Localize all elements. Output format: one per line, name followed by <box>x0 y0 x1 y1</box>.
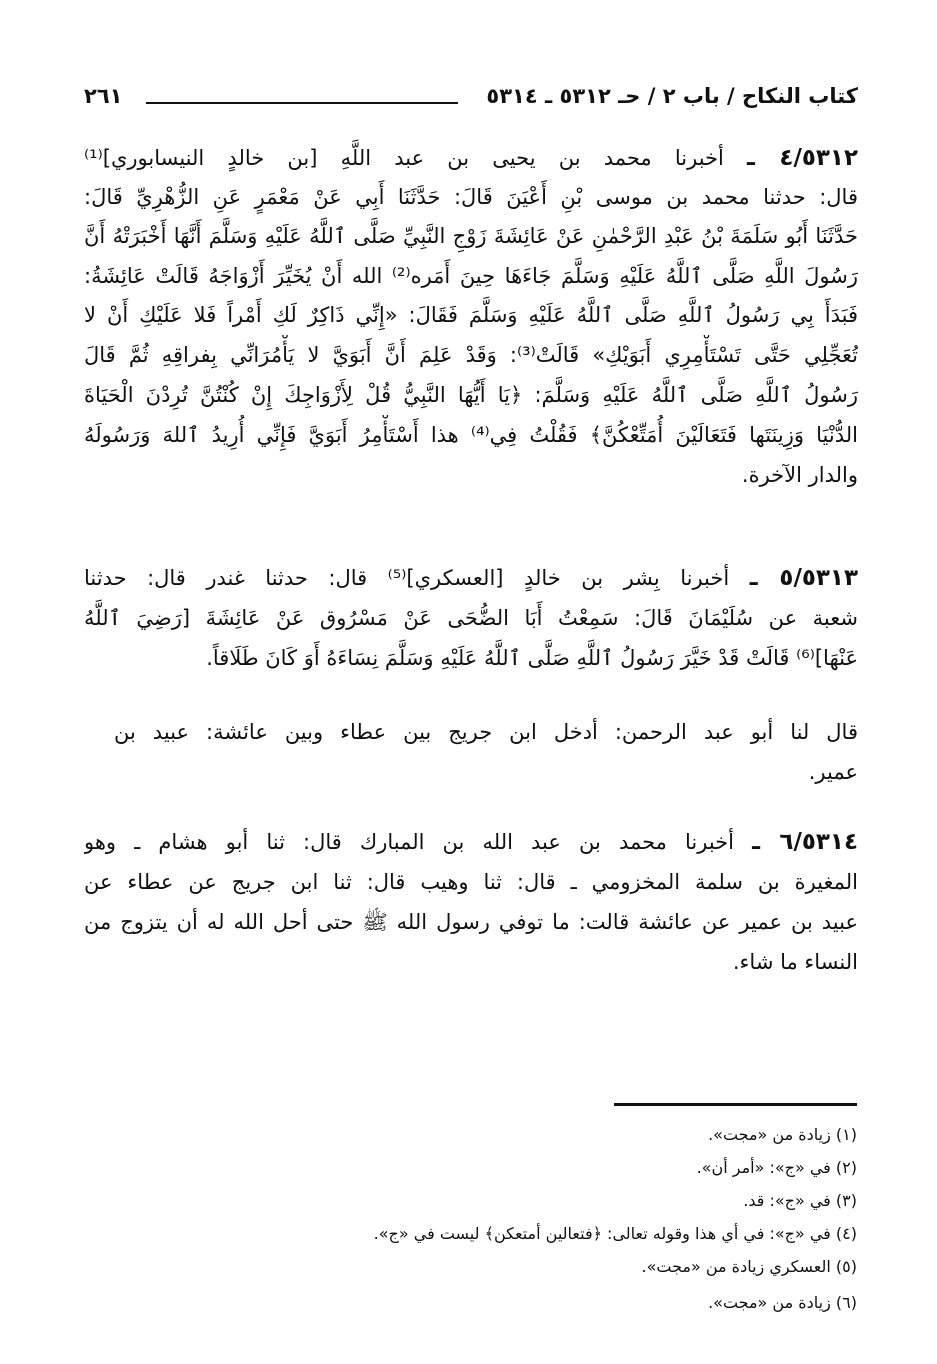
footnote: (٦) زيادة من «مجت». <box>708 1293 857 1312</box>
hadith-5312-line: حَدَّثَنَا أَبُو سَلَمَةَ بْنُ عَبْدِ الرَّحْمٰنِ عَنْ عَائِشَةَ زَوْجِ النَّبِيِّ صَلَّى ٱللَّهُ عَلَيْهِ وَسَلَّمَ أَنَّهَا أَخْبَرَتْهُ أَنَّ <box>84 224 858 248</box>
hadith-5313-line: عَنْهَا]⁽⁶⁾ قَالَتْ قَدْ خَيَّرَ رَسُولُ ٱللَّهِ صَلَّى ٱللَّهُ عَلَيْهِ وَسَلَّمَ نِسَاءَهُ أَوَ كَانَ طَلَاقاً. <box>206 646 858 670</box>
hadith-5312-line: تُعَجِّلِي حَتَّى تَسْتَأْمِرِي أَبَوَيْكِ» قَالَتْ⁽³⁾: وَقَدْ عَلِمَ أَنَّ أَبَوَيَّ لا يَأْمُرَانِّي بِفراقِهِ ثُمَّ قَالَ <box>84 343 858 367</box>
hadith-number: ٥/٥٣١٣ ـ <box>749 565 858 591</box>
header-rule <box>146 102 458 104</box>
hadith-5313-line: ٥/٥٣١٣ ـ أخبرنا بِشر بن خالدٍ [العسكري]⁽⁵⁾ قال: حدثنا غندر قال: حدثنا <box>84 565 858 591</box>
hadith-number: ٦/٥٣١٤ ـ <box>752 829 858 855</box>
footnote: (١) زيادة من «مجت». <box>708 1125 857 1144</box>
header-title: كتاب النكاح / باب ٢ / حـ ٥٣١٢ ـ ٥٣١٤ <box>486 84 858 108</box>
hadith-5312-line: الدُّنْيَا وَزِينَتَها فَتَعَالَيْنَ أُمَتِّعْكُنَّ﴾ فَقُلْتُ فِي⁽⁴⁾ هذا أَسْتَأْمِرُ أَبَوَيَّ فَإِنِّي أُرِيدُ ٱللهَ وَرَسُولَهُ <box>84 423 858 447</box>
footnote: (٥) العسكري زيادة من «مجت». <box>641 1257 857 1276</box>
hadith-5314-line: عبيد بن عمير عن عائشة قالت: ما توفي رسول الله ﷺ حتى أحل الله له أن يتزوج من <box>84 910 858 934</box>
hadith-5312-line: قال: حدثنا محمد بن موسى بْنِ أَعْيَنَ قَالَ: حَدَّثَنَا أَبِي عَنْ مَعْمَرٍ عَنِ الزُّهْرِيِّ قَالَ: <box>84 185 858 209</box>
hadith-5312-line: رَسُولُ ٱللَّهِ صَلَّى ٱللَّهُ عَلَيْهِ وَسَلَّمَ: ﴿يَا أَيُّهَا النَّبِيُّ قُلْ لِأَزْوَاجِكَ إِنْ كُنْتُنَّ تُرِدْنَ الْحَيَاةَ <box>84 383 858 407</box>
hadith-number: ٤/٥٣١٢ ـ <box>747 145 858 171</box>
hadith-5312-line: والدار الآخرة. <box>741 463 858 487</box>
hadith-5312-line: ٤/٥٣١٢ ـ أخبرنا محمد بن يحيى بن عبد اللَّهِ [بن خالدٍ النيسابوري]⁽¹⁾ <box>84 145 858 171</box>
hadith-5314-line: المغيرة بن سلمة المخزومي ـ قال: ثنا وهيب قال: ثنا ابن جريج عن عطاء عن <box>84 870 858 894</box>
footnote: (٣) في «ج»: قد. <box>743 1191 857 1210</box>
page-number: ٢٦١ <box>84 84 123 108</box>
hadith-5312-line: فَبَدَأَ بِي رَسُولُ ٱللَّهِ صَلَّى ٱللَّهُ عَلَيْهِ وَسَلَّمَ فَقَالَ: «إِنِّي ذَاكِرٌ لَكِ أَمْراً فَلا عَلَيْكِ أَنْ لا <box>84 303 858 327</box>
hadith-5313-line: شعبة عن سُلَيْمَانَ قَالَ: سَمِعْتُ أَبَا الضُّحَى عَنْ مَسْرُوق عَنْ عَائِشَةَ [رَضِيَ ٱللَّهُ <box>84 606 858 630</box>
hadith-5312-line: رَسُولَ اللَّهِ صَلَّى ٱللَّهُ عَلَيْهِ وَسَلَّمَ جَاءَهَا حِينَ أَمَره⁽²⁾ الله أَنْ يُخَيِّرَ أَزْوَاجَهُ قَالَتْ عَائِشَةُ: <box>84 264 858 288</box>
footnote: (٢) في «ج»: «أمر أن». <box>696 1158 857 1177</box>
footnote: (٤) في «ج»: في أي هذا وقوله تعالى: ﴿فتعالين أمتعكن﴾ ليست في «ج». <box>373 1224 857 1243</box>
note-line: قال لنا أبو عبد الرحمن: أدخل ابن جريج بين عطاء وبين عائشة: عبيد بن <box>114 720 858 744</box>
footnote-rule <box>614 1103 857 1106</box>
running-header <box>84 84 858 116</box>
hadith-5314-line: ٦/٥٣١٤ ـ أخبرنا محمد بن عبد الله بن المبارك قال: ثنا أبو هشام ـ وهو <box>84 829 858 855</box>
note-line: عمير. <box>808 760 858 784</box>
hadith-5314-line: النساء ما شاء. <box>732 950 858 974</box>
